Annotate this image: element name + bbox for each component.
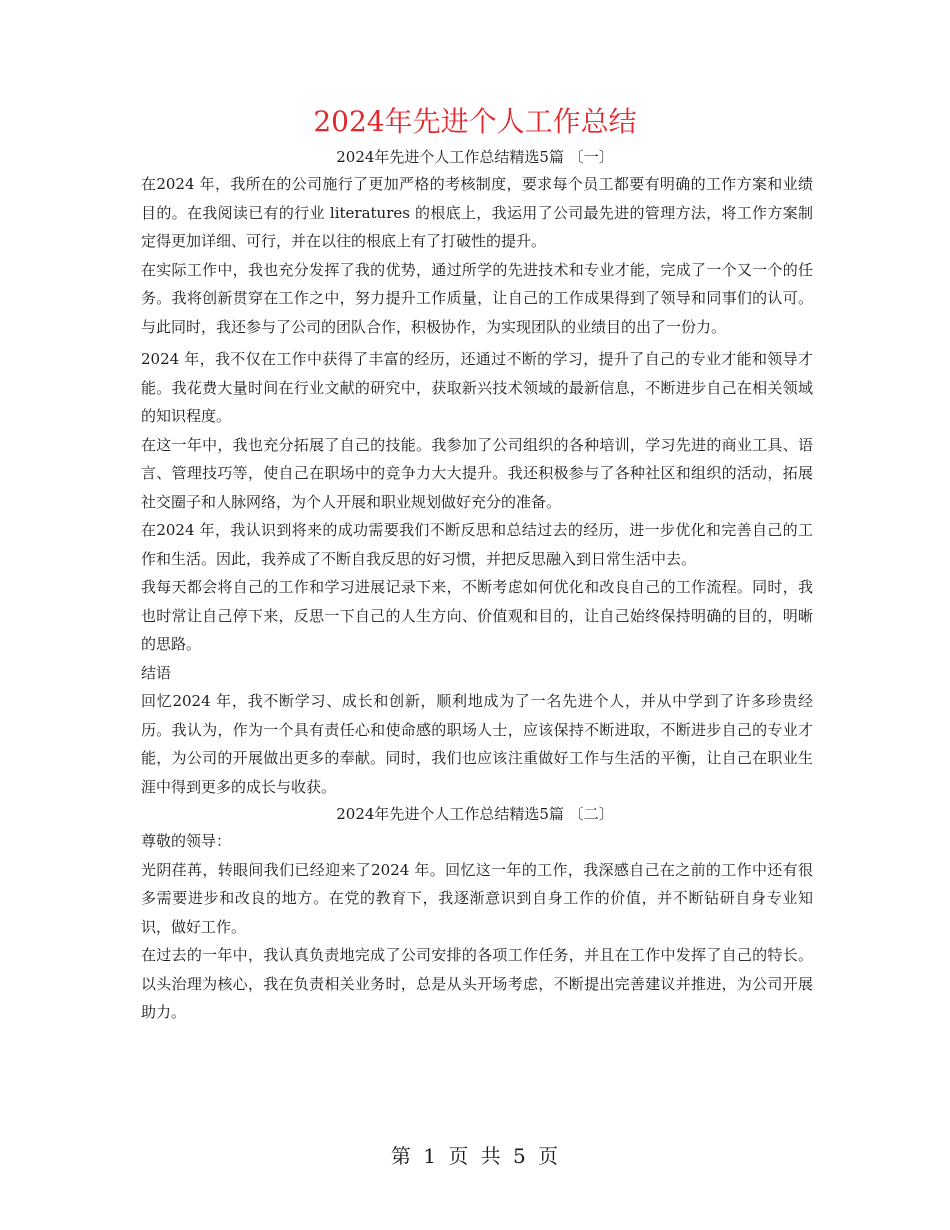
- paragraph: 2024 年，我不仅在工作中获得了丰富的经历，还通过不断的学习，提升了自己的专业才能和领导才能。我花费大量时间在行业文献的研究中，获取新兴技术领域的最新信息，不断进步自己在相关领域的知识程度。: [141, 350, 813, 425]
- section-heading-1: 2024年先进个人工作总结精选5篇 〔一〕: [336, 148, 614, 166]
- document-body: [141, 144, 813, 1027]
- conclusion-label: 结语: [141, 663, 172, 682]
- document-title: 2024年先进个人工作总结: [313, 105, 637, 138]
- salutation: 尊敬的领导：: [141, 832, 232, 850]
- paragraph: 我每天都会将自己的工作和学习进展记录下来，不断考虑如何优化和改良自己的工作流程。同时，我也时常让自己停下来，反思一下自己的人生方向、价值观和目的，让自己始终保持明确的目的，明晰的思路。: [141, 578, 813, 653]
- paragraph: 回忆2024 年，我不断学习、成长和创新，顺利地成为了一名先进个人，并从中学到了许多珍贵经历。我认为，作为一个具有责任心和使命感的职场人士，应该保持不断进取，不断进步自己的专业才能，为公司的开展做出更多的奉献。同时，我们也应该注重做好工作与生活的平衡，让自己在职业生涯中得到更多的成长与收获。: [141, 692, 813, 796]
- paragraph: 在2024 年，我所在的公司施行了更加严格的考核制度，要求每个员工都要有明确的工作方案和业绩目的。在我阅读已有的行业 literatures 的根底上，我运用了公司最先进的管理方法，将工作方案制定得更加详细、可行，并在以往的根底上有了打破性的提升。: [141, 175, 813, 250]
- paragraph: 在2024 年，我认识到将来的成功需要我们不断反思和总结过去的经历，进一步优化和完善自己的工作和生活。因此，我养成了不断自我反思的好习惯，并把反思融入到日常生活中去。: [141, 521, 813, 568]
- paragraph: 在实际工作中，我也充分发挥了我的优势，通过所学的先进技术和专业才能，完成了一个又一个的任务。我将创新贯穿在工作之中，努力提升工作质量，让自己的工作成果得到了领导和同事们的认可。与此同时，我还参与了公司的团队合作，积极协作，为实现团队的业绩目的出了一份力。: [141, 260, 813, 336]
- paragraph: 光阴荏苒，转眼间我们已经迎来了2024 年。回忆这一年的工作，我深感自己在之前的工作中还有很多需要进步和改良的地方。在党的教育下，我逐渐意识到自身工作的价值，并不断钻研自身专业知识，做好工作。: [141, 860, 813, 936]
- paragraph: 在过去的一年中，我认真负责地完成了公司安排的各项工作任务，并且在工作中发挥了自己的特长。以头治理为核心，我在负责相关业务时，总是从头开场考虑，不断提出完善建议并推进，为公司开展助力。: [141, 946, 813, 1021]
- page-number: 第 1 页 共 5 页: [390, 1144, 560, 1168]
- section-heading-2: 2024年先进个人工作总结精选5篇 〔二〕: [336, 805, 614, 823]
- paragraph: 在这一年中，我也充分拓展了自己的技能。我参加了公司组织的各种培训，学习先进的商业工具、语言、管理技巧等，使自己在职场中的竞争力大大提升。我还积极参与了各种社区和组织的活动，拓展社交圈子和人脉网络，为个人开展和职业规划做好充分的准备。: [141, 435, 813, 511]
